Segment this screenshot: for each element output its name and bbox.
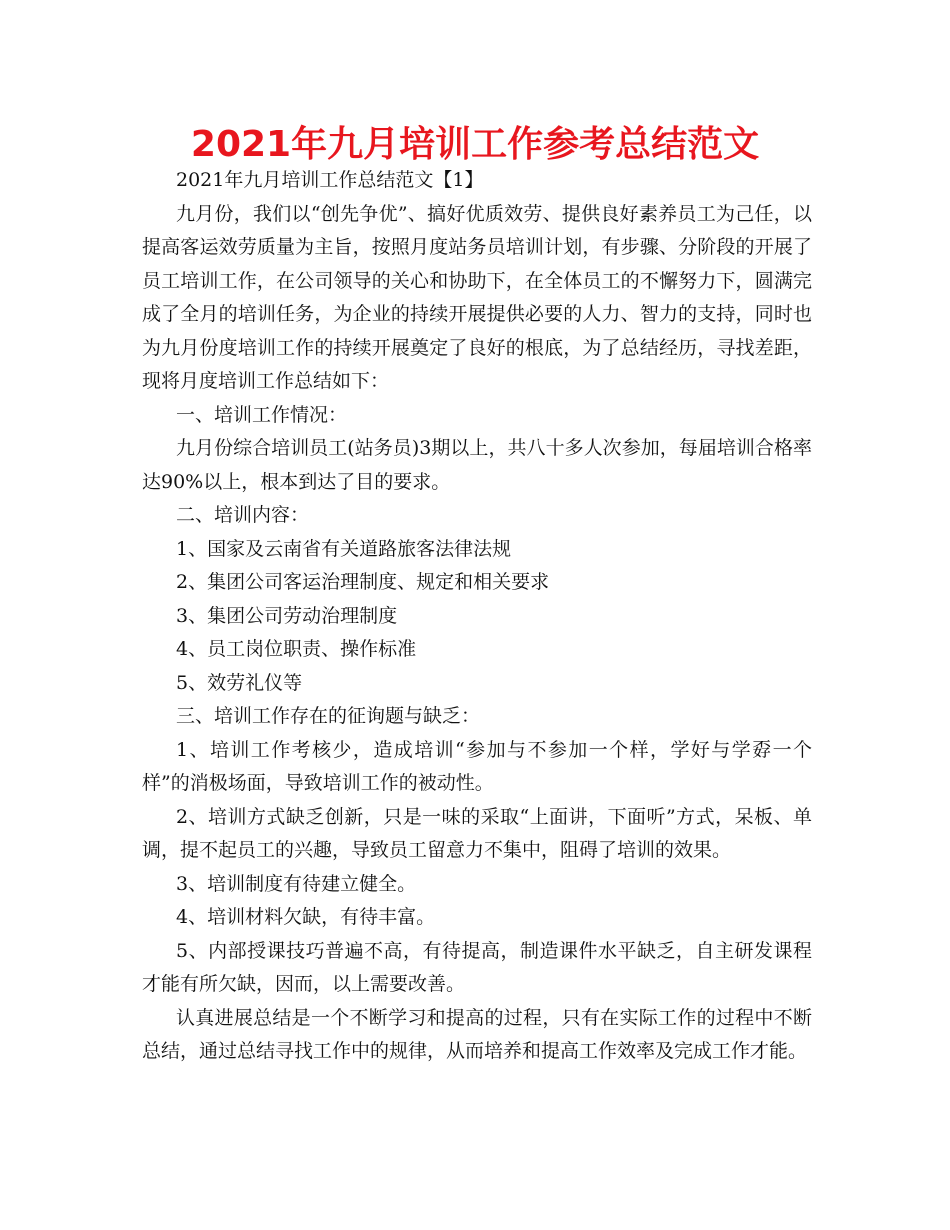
list-item: 1、国家及云南省有关道路旅客法律法规 [176,537,512,560]
list-item: 1、培训工作考核少，造成培训“参加与不参加一个样，学好与学孬一个样”的消极场面，导致培训工作的被动性。 [142,738,812,794]
section-heading: 2021年九月培训工作总结范文【1】 [176,169,484,191]
list-item: 3、集团公司劳动治理制度 [176,604,398,627]
list-item: 2、集团公司客运治理制度、规定和相关要求 [176,571,550,593]
section-heading: 一、培训工作情况： [176,403,348,426]
paragraph: 认真进展总结是一个不断学习和提高的过程，只有在实际工作的过程中不断总结，通过总结寻找工作中的规律，从而培养和提高工作效率及完成工作才能。 [142,1006,812,1062]
list-item: 4、员工岗位职责、操作标准 [176,638,417,660]
document-body [142,164,812,1069]
list-item: 5、效劳礼仪等 [176,671,303,694]
list-item: 3、培训制度有待建立健全。 [176,872,417,895]
section-heading: 二、培训内容： [176,504,310,526]
list-item: 4、培训材料欠缺，有待丰富。 [176,906,436,928]
list-item: 5、内部授课技巧普遍不高，有待提高，制造课件水平缺乏，自主研发课程才能有所欠缺，因而，以上需要改善。 [142,939,812,995]
paragraph: 九月份，我们以“创先争优”、搞好优质效劳、提供良好素养员工为己任，以提高客运效劳质量为主旨，按照月度站务员培训计划，有步骤、分阶段的开展了员工培训工作，在公司领导的关心和协助下，在全体员工的不懈努力下，圆满完成了全月的培训任务，为企业的持续开展提供必要的人力、智力的支持，同时也为九月份度培训工作的持续开展奠定了良好的根底，为了总结经历，寻找差距，现将月度培训工作总结如下： [142,202,812,392]
section-heading: 三、培训工作存在的征询题与缺乏： [176,705,481,727]
document-title: 2021年九月培训工作参考总结范文 [190,124,760,165]
list-item: 2、培训方式缺乏创新，只是一味的采取“上面讲，下面听”方式，呆板、单调，提不起员工的兴趣，导致员工留意力不集中，阻碍了培训的效果。 [142,805,812,861]
paragraph: 九月份综合培训员工(站务员)3期以上，共八十多人次参加，每届培训合格率达90%以上，根本到达了目的要求。 [142,437,812,493]
